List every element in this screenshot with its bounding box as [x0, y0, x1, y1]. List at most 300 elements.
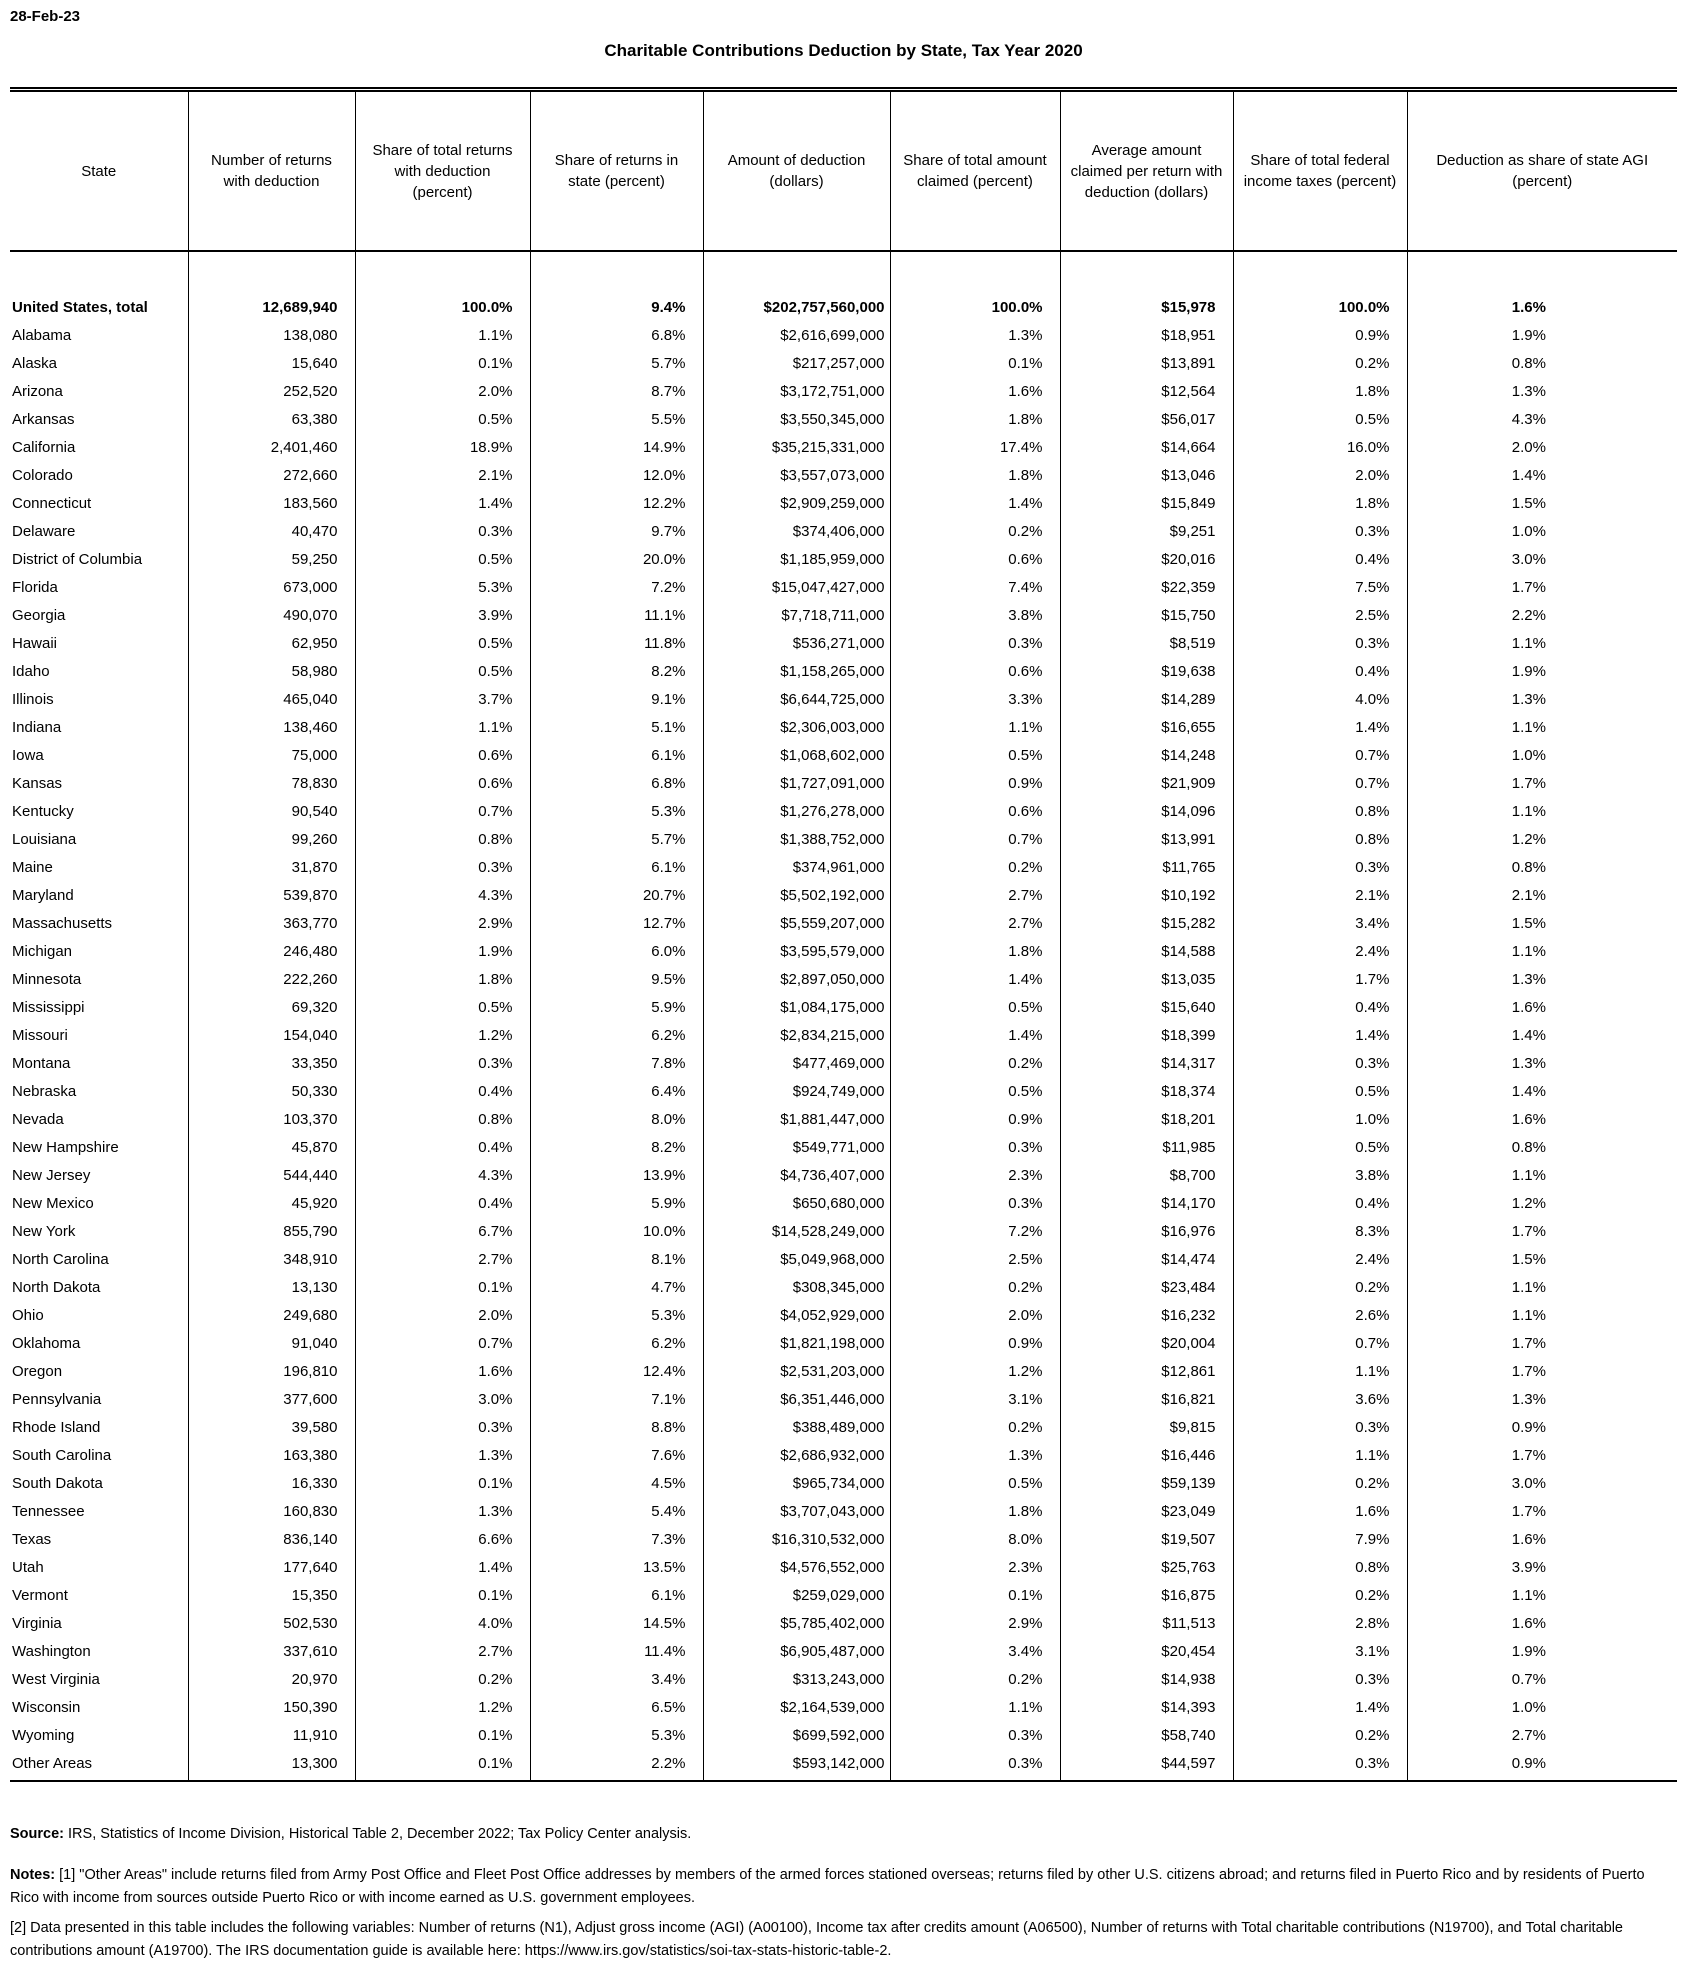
state-cell: Arkansas — [10, 400, 188, 428]
value-cell: 0.3% — [890, 624, 1060, 652]
table-row — [10, 680, 1677, 708]
table-row — [10, 1072, 1677, 1100]
value-cell: 1.7% — [1511, 775, 1546, 792]
value-cell: 1.8% — [890, 400, 1060, 428]
value-cell: 0.3% — [1233, 1408, 1407, 1436]
state-cell: Iowa — [10, 736, 188, 764]
value-cell: 1.3% — [890, 1436, 1060, 1464]
value-cell: $3,595,579,000 — [703, 932, 890, 960]
value-cell: 0.3% — [890, 1744, 1060, 1781]
column-header: Share of total amount claimed (percent) — [890, 90, 1060, 252]
value-cell: 5.9% — [530, 1184, 703, 1212]
value-cell: 6.8% — [530, 316, 703, 344]
date-stamp: 28-Feb-23 — [10, 8, 81, 25]
state-cell: Florida — [10, 568, 188, 596]
value-cell: 33,350 — [188, 1044, 355, 1072]
value-cell: 69,320 — [188, 988, 355, 1016]
value-cell: 1.1% — [1511, 1167, 1546, 1184]
value-cell: 0.7% — [355, 1324, 530, 1352]
value-cell: 15,350 — [188, 1576, 355, 1604]
value-cell: 0.8% — [1233, 820, 1407, 848]
notes-block — [10, 1826, 1677, 1964]
value-cell: 1.3% — [1511, 1055, 1546, 1072]
value-cell: 0.3% — [355, 512, 530, 540]
value-cell: $8,700 — [1060, 1156, 1233, 1184]
value-cell: $14,096 — [1060, 792, 1233, 820]
value-cell: 1.4% — [1233, 1016, 1407, 1044]
value-cell: 1.3% — [1511, 971, 1546, 988]
table-row — [10, 792, 1677, 820]
table-row — [10, 316, 1677, 344]
value-cell: 4.0% — [355, 1604, 530, 1632]
value-cell: 160,830 — [188, 1492, 355, 1520]
value-cell: 8.8% — [530, 1408, 703, 1436]
value-cell: 40,470 — [188, 512, 355, 540]
value-cell: 0.5% — [1233, 1072, 1407, 1100]
value-cell: 1.2% — [890, 1352, 1060, 1380]
state-cell: Missouri — [10, 1016, 188, 1044]
value-cell: 0.5% — [1233, 400, 1407, 428]
value-cell: 0.7% — [1233, 736, 1407, 764]
value-cell: 1.7% — [1511, 1223, 1546, 1240]
value-cell: 2.0% — [890, 1296, 1060, 1324]
table-row — [10, 1184, 1677, 1212]
table-row — [10, 960, 1677, 988]
value-cell: 1.1% — [355, 708, 530, 736]
value-cell: $1,388,752,000 — [703, 820, 890, 848]
value-cell: $20,004 — [1060, 1324, 1233, 1352]
value-cell: 9.7% — [530, 512, 703, 540]
value-cell: 249,680 — [188, 1296, 355, 1324]
table-row — [10, 1576, 1677, 1604]
value-cell: 0.5% — [355, 400, 530, 428]
value-cell: 855,790 — [188, 1212, 355, 1240]
value-cell: 31,870 — [188, 848, 355, 876]
value-cell: $14,393 — [1060, 1688, 1233, 1716]
value-cell: 0.3% — [1233, 1044, 1407, 1072]
value-cell: 6.4% — [530, 1072, 703, 1100]
value-cell: $5,502,192,000 — [703, 876, 890, 904]
value-cell: 5.7% — [530, 820, 703, 848]
value-cell: 45,870 — [188, 1128, 355, 1156]
table-row — [10, 1044, 1677, 1072]
value-cell: 0.8% — [355, 820, 530, 848]
value-cell: 0.5% — [355, 988, 530, 1016]
source-line — [10, 1826, 1677, 1842]
value-cell: 8.0% — [890, 1520, 1060, 1548]
value-cell: 0.6% — [355, 736, 530, 764]
value-cell: 103,370 — [188, 1100, 355, 1128]
value-cell: 377,600 — [188, 1380, 355, 1408]
value-cell: 5.3% — [530, 1716, 703, 1744]
value-cell: 0.8% — [355, 1100, 530, 1128]
value-cell: $3,550,345,000 — [703, 400, 890, 428]
value-cell: 1.7% — [1511, 1503, 1546, 1520]
value-cell: 0.6% — [890, 540, 1060, 568]
value-cell: 8.2% — [530, 1128, 703, 1156]
value-cell: 0.5% — [355, 652, 530, 680]
value-cell: $15,640 — [1060, 988, 1233, 1016]
table-row — [10, 988, 1677, 1016]
table-row — [10, 512, 1677, 540]
value-cell: 1.1% — [890, 1688, 1060, 1716]
value-cell: $18,399 — [1060, 1016, 1233, 1044]
state-cell: Oklahoma — [10, 1324, 188, 1352]
value-cell: 3.4% — [530, 1660, 703, 1688]
value-cell: $2,616,699,000 — [703, 316, 890, 344]
value-cell: 1.6% — [1511, 1111, 1546, 1128]
value-cell: $16,310,532,000 — [703, 1520, 890, 1548]
value-cell: $58,740 — [1060, 1716, 1233, 1744]
value-cell: 6.7% — [355, 1212, 530, 1240]
table-row — [10, 1604, 1677, 1632]
value-cell: 2.1% — [1233, 876, 1407, 904]
value-cell: $374,961,000 — [703, 848, 890, 876]
value-cell: $23,049 — [1060, 1492, 1233, 1520]
value-cell: 6.5% — [530, 1688, 703, 1716]
value-cell: 5.9% — [530, 988, 703, 1016]
value-cell: $1,185,959,000 — [703, 540, 890, 568]
state-cell: Montana — [10, 1044, 188, 1072]
value-cell: 1.8% — [890, 456, 1060, 484]
table-row — [10, 1548, 1677, 1576]
value-cell: 2.3% — [890, 1156, 1060, 1184]
value-cell: 1.4% — [1511, 1027, 1546, 1044]
value-cell: 2.1% — [355, 456, 530, 484]
value-cell: 0.5% — [890, 736, 1060, 764]
column-header: Deduction as share of state AGI (percent) — [1407, 90, 1677, 252]
value-cell: 2.6% — [1233, 1296, 1407, 1324]
value-cell: $16,875 — [1060, 1576, 1233, 1604]
value-cell: 0.9% — [1233, 316, 1407, 344]
value-cell: $11,513 — [1060, 1604, 1233, 1632]
value-cell: 12.2% — [530, 484, 703, 512]
value-cell: 0.8% — [1511, 355, 1546, 372]
value-cell: 2.4% — [1233, 932, 1407, 960]
value-cell: 0.6% — [890, 792, 1060, 820]
value-cell: 2.5% — [1233, 596, 1407, 624]
value-cell: $4,052,929,000 — [703, 1296, 890, 1324]
value-cell: 6.8% — [530, 764, 703, 792]
value-cell: 6.0% — [530, 932, 703, 960]
value-cell: $308,345,000 — [703, 1268, 890, 1296]
table-row — [10, 428, 1677, 456]
state-cell: Maine — [10, 848, 188, 876]
value-cell: 1.3% — [355, 1436, 530, 1464]
value-cell: 2,401,460 — [188, 428, 355, 456]
value-cell: 6.2% — [530, 1324, 703, 1352]
value-cell: 3.9% — [355, 596, 530, 624]
value-cell: 8.2% — [530, 652, 703, 680]
value-cell: 6.6% — [355, 1520, 530, 1548]
value-cell: 2.0% — [355, 372, 530, 400]
value-cell: 0.3% — [1233, 512, 1407, 540]
value-cell: 1.3% — [890, 316, 1060, 344]
value-cell: 6.1% — [530, 848, 703, 876]
value-cell: 1.4% — [890, 1016, 1060, 1044]
charitable-deductions-table — [10, 87, 1677, 1782]
state-cell: Pennsylvania — [10, 1380, 188, 1408]
column-header: Share of total federal income taxes (percent) — [1233, 90, 1407, 252]
value-cell: 0.8% — [1511, 1139, 1546, 1156]
value-cell: 2.0% — [355, 1296, 530, 1324]
value-cell: 0.6% — [355, 764, 530, 792]
value-cell: $20,454 — [1060, 1632, 1233, 1660]
value-cell: 1.6% — [1233, 1492, 1407, 1520]
value-cell: $16,655 — [1060, 708, 1233, 736]
table-row — [10, 484, 1677, 512]
value-cell: 0.5% — [890, 988, 1060, 1016]
value-cell: 3.0% — [1511, 551, 1546, 568]
value-cell: $11,765 — [1060, 848, 1233, 876]
value-cell: $59,139 — [1060, 1464, 1233, 1492]
value-cell: 177,640 — [188, 1548, 355, 1576]
value-cell: $5,559,207,000 — [703, 904, 890, 932]
value-cell: 465,040 — [188, 680, 355, 708]
value-cell: 1.8% — [890, 1492, 1060, 1520]
value-cell: 9.1% — [530, 680, 703, 708]
state-cell: Maryland — [10, 876, 188, 904]
value-cell: $14,289 — [1060, 680, 1233, 708]
value-cell: 12.0% — [530, 456, 703, 484]
state-cell: Colorado — [10, 456, 188, 484]
value-cell: 0.9% — [890, 1100, 1060, 1128]
value-cell: 2.5% — [890, 1240, 1060, 1268]
value-cell: 8.1% — [530, 1240, 703, 1268]
value-cell: 3.4% — [890, 1632, 1060, 1660]
value-cell: 1.4% — [1511, 467, 1546, 484]
value-cell: 2.4% — [1233, 1240, 1407, 1268]
value-cell: 1.2% — [355, 1016, 530, 1044]
note-1-text: [1] "Other Areas" include returns filed from Army Post Office and Fleet Post Office addresses by members of the armed forces stationed overseas; returns filed by other U.S. citizens abroad; and returns filed in Puerto Rico and by residents of Puerto Rico with income from sources outside Puerto Rico or with income earned as U.S. government employees. — [10, 1867, 1645, 1907]
state-cell: Utah — [10, 1548, 188, 1576]
value-cell: $10,192 — [1060, 876, 1233, 904]
value-cell: $1,276,278,000 — [703, 792, 890, 820]
value-cell: 0.1% — [355, 1576, 530, 1604]
value-cell: $35,215,331,000 — [703, 428, 890, 456]
value-cell: $549,771,000 — [703, 1128, 890, 1156]
value-cell: $259,029,000 — [703, 1576, 890, 1604]
value-cell: 1.4% — [1511, 1083, 1546, 1100]
value-cell: 0.4% — [355, 1184, 530, 1212]
state-cell: Virginia — [10, 1604, 188, 1632]
value-cell: 0.1% — [355, 1716, 530, 1744]
value-cell: 1.4% — [890, 960, 1060, 988]
value-cell: 1.1% — [1511, 635, 1546, 652]
note-1 — [10, 1864, 1677, 1911]
value-cell: 13,130 — [188, 1268, 355, 1296]
value-cell: 0.2% — [355, 1660, 530, 1688]
value-cell: 3.1% — [1233, 1632, 1407, 1660]
value-cell: 1.7% — [1511, 1363, 1546, 1380]
value-cell: 1.2% — [1511, 831, 1546, 848]
value-cell: 1.0% — [1511, 747, 1546, 764]
value-cell: 100.0% — [355, 251, 530, 316]
value-cell: $1,727,091,000 — [703, 764, 890, 792]
value-cell: 2.2% — [1511, 607, 1546, 624]
value-cell: 1.2% — [355, 1688, 530, 1716]
value-cell: 337,610 — [188, 1632, 355, 1660]
value-cell: $313,243,000 — [703, 1660, 890, 1688]
state-cell: Wyoming — [10, 1716, 188, 1744]
value-cell: $13,891 — [1060, 344, 1233, 372]
state-cell: Idaho — [10, 652, 188, 680]
state-cell: California — [10, 428, 188, 456]
value-cell: $1,158,265,000 — [703, 652, 890, 680]
value-cell: $14,317 — [1060, 1044, 1233, 1072]
state-cell: Kentucky — [10, 792, 188, 820]
value-cell: 3.0% — [1511, 1475, 1546, 1492]
value-cell: 7.5% — [1233, 568, 1407, 596]
state-cell: Oregon — [10, 1352, 188, 1380]
value-cell: 16,330 — [188, 1464, 355, 1492]
value-cell: $2,909,259,000 — [703, 484, 890, 512]
value-cell: 1.0% — [1233, 1100, 1407, 1128]
state-cell: New Mexico — [10, 1184, 188, 1212]
value-cell: $15,750 — [1060, 596, 1233, 624]
value-cell: 1.8% — [355, 960, 530, 988]
value-cell: 539,870 — [188, 876, 355, 904]
value-cell: 7.8% — [530, 1044, 703, 1072]
value-cell: $3,172,751,000 — [703, 372, 890, 400]
value-cell: 0.2% — [1233, 1464, 1407, 1492]
value-cell: $3,557,073,000 — [703, 456, 890, 484]
value-cell: 2.7% — [890, 904, 1060, 932]
value-cell: 12,689,940 — [188, 251, 355, 316]
state-cell: South Carolina — [10, 1436, 188, 1464]
value-cell: $699,592,000 — [703, 1716, 890, 1744]
value-cell: 7.3% — [530, 1520, 703, 1548]
value-cell: 17.4% — [890, 428, 1060, 456]
table-row — [10, 1296, 1677, 1324]
value-cell: $13,035 — [1060, 960, 1233, 988]
value-cell: $1,068,602,000 — [703, 736, 890, 764]
table-row — [10, 848, 1677, 876]
value-cell: 2.7% — [890, 876, 1060, 904]
table-row — [10, 1688, 1677, 1716]
value-cell: 502,530 — [188, 1604, 355, 1632]
value-cell: 2.8% — [1233, 1604, 1407, 1632]
value-cell: 1.8% — [1233, 372, 1407, 400]
state-cell: Minnesota — [10, 960, 188, 988]
value-cell: 1.6% — [1511, 1615, 1546, 1632]
value-cell: 0.1% — [355, 344, 530, 372]
value-cell: 11.1% — [530, 596, 703, 624]
state-cell: Mississippi — [10, 988, 188, 1016]
value-cell: 1.1% — [890, 708, 1060, 736]
value-cell: 0.9% — [890, 1324, 1060, 1352]
state-cell: Texas — [10, 1520, 188, 1548]
value-cell: 1.6% — [1511, 999, 1546, 1016]
value-cell: 1.7% — [1511, 579, 1546, 596]
value-cell: $1,881,447,000 — [703, 1100, 890, 1128]
value-cell: 138,080 — [188, 316, 355, 344]
value-cell: 59,250 — [188, 540, 355, 568]
value-cell: 0.1% — [890, 344, 1060, 372]
value-cell: 1.1% — [1511, 1279, 1546, 1296]
value-cell: 1.4% — [1233, 708, 1407, 736]
value-cell: 1.4% — [355, 1548, 530, 1576]
value-cell: $14,588 — [1060, 932, 1233, 960]
state-cell: New Hampshire — [10, 1128, 188, 1156]
value-cell: 14.5% — [530, 1604, 703, 1632]
value-cell: 7.4% — [890, 568, 1060, 596]
table-row — [10, 596, 1677, 624]
value-cell: 0.4% — [1233, 540, 1407, 568]
value-cell: 1.9% — [355, 932, 530, 960]
table-row — [10, 1464, 1677, 1492]
table-row — [10, 624, 1677, 652]
value-cell: 18.9% — [355, 428, 530, 456]
value-cell: 9.4% — [530, 251, 703, 316]
value-cell: 0.6% — [890, 652, 1060, 680]
value-cell: $4,736,407,000 — [703, 1156, 890, 1184]
value-cell: 154,040 — [188, 1016, 355, 1044]
value-cell: 0.9% — [1511, 1755, 1546, 1772]
value-cell: 0.7% — [1511, 1671, 1546, 1688]
table-row — [10, 1492, 1677, 1520]
table-row — [10, 344, 1677, 372]
table-row — [10, 932, 1677, 960]
value-cell: $374,406,000 — [703, 512, 890, 540]
value-cell: 5.3% — [355, 568, 530, 596]
value-cell: 196,810 — [188, 1352, 355, 1380]
state-cell: Illinois — [10, 680, 188, 708]
value-cell: $18,201 — [1060, 1100, 1233, 1128]
value-cell: $2,164,539,000 — [703, 1688, 890, 1716]
value-cell: $14,474 — [1060, 1240, 1233, 1268]
state-cell: North Carolina — [10, 1240, 188, 1268]
table-row — [10, 736, 1677, 764]
value-cell: 363,770 — [188, 904, 355, 932]
value-cell: 2.3% — [890, 1548, 1060, 1576]
value-cell: 246,480 — [188, 932, 355, 960]
value-cell: 1.5% — [1511, 1251, 1546, 1268]
value-cell: $6,905,487,000 — [703, 1632, 890, 1660]
value-cell: $593,142,000 — [703, 1744, 890, 1781]
state-cell: United States, total — [10, 251, 188, 316]
table-row — [10, 1436, 1677, 1464]
value-cell: 0.5% — [355, 624, 530, 652]
value-cell: 11.8% — [530, 624, 703, 652]
table-row — [10, 1408, 1677, 1436]
value-cell: 0.1% — [355, 1268, 530, 1296]
table-row — [10, 876, 1677, 904]
value-cell: 1.8% — [890, 932, 1060, 960]
value-cell: 58,980 — [188, 652, 355, 680]
value-cell: $6,644,725,000 — [703, 680, 890, 708]
value-cell: $5,785,402,000 — [703, 1604, 890, 1632]
value-cell: 0.8% — [1233, 792, 1407, 820]
value-cell: 0.3% — [1233, 1744, 1407, 1781]
value-cell: 1.7% — [1233, 960, 1407, 988]
value-cell: 11.4% — [530, 1632, 703, 1660]
value-cell: $388,489,000 — [703, 1408, 890, 1436]
state-cell: New Jersey — [10, 1156, 188, 1184]
value-cell: 1.7% — [1511, 1447, 1546, 1464]
value-cell: 1.0% — [1511, 523, 1546, 540]
value-cell: $25,763 — [1060, 1548, 1233, 1576]
value-cell: 0.3% — [890, 1128, 1060, 1156]
value-cell: 13,300 — [188, 1744, 355, 1781]
value-cell: $965,734,000 — [703, 1464, 890, 1492]
table-row — [10, 540, 1677, 568]
value-cell: 3.3% — [890, 680, 1060, 708]
value-cell: 0.8% — [1233, 1548, 1407, 1576]
value-cell: $11,985 — [1060, 1128, 1233, 1156]
state-cell: Delaware — [10, 512, 188, 540]
value-cell: 3.7% — [355, 680, 530, 708]
